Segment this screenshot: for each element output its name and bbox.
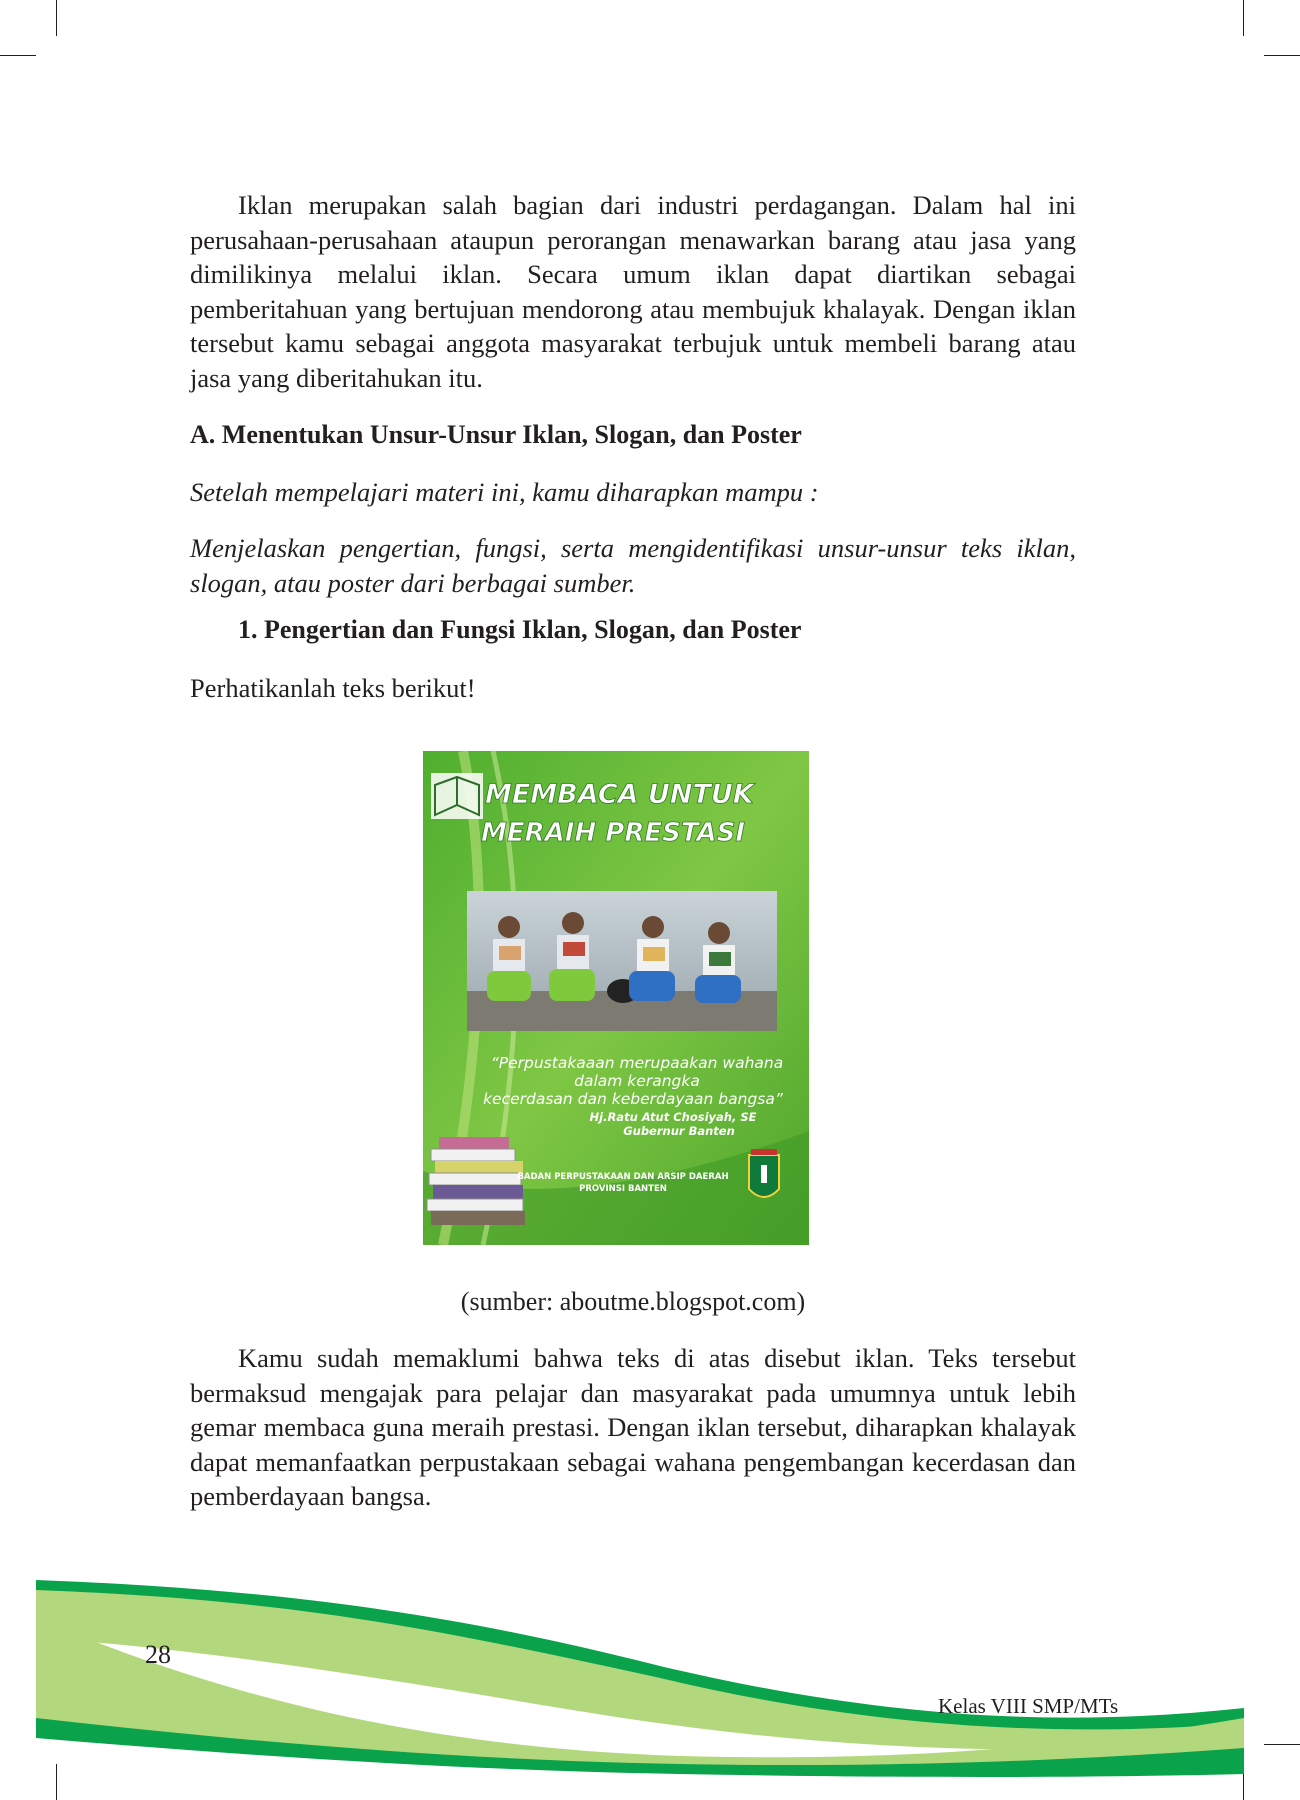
poster-title-line1: MEMBACA UNTUK [485, 779, 754, 810]
poster-org-line1: BADAN PERPUSTAKAAN DAN ARSIP DAERAH [517, 1172, 729, 1182]
intro-section [190, 188, 1076, 395]
poster-image [423, 751, 809, 1245]
objective-intro-block [190, 475, 1076, 510]
objective-intro: Setelah mempelajari materi ini, kamu diharapkan mampu : [190, 477, 819, 507]
poster-author-name: Hj.Ratu Atut Chosiyah, SE [589, 1110, 757, 1124]
subheading-block [190, 613, 1076, 648]
closing-paragraph: Kamu sudah memaklumi bahwa teks di atas disebut iklan. Teks tersebut bermaksud mengajak para pelajar dan masyarakat pada umumnya untuk lebih gemar membaca guna meraih prestasi. Dengan iklan tersebut, diharapkan khalayak dapat memanfaatkan perpustakaan sebagai wahana pengembangan kecerdasan dan pemberdayaan bangsa. [190, 1343, 1076, 1511]
objective-text: Menjelaskan pengertian, fungsi, serta mengidentifikasi unsur-unsur teks iklan, slogan, atau poster dari berbagai sumber. [190, 533, 1076, 598]
instruction-block [190, 671, 1076, 706]
page-number: 28 [145, 1640, 171, 1669]
image-caption: (sumber: aboutme.blogspot.com) [460, 1287, 806, 1316]
intro-paragraph: Iklan merupakan salah bagian dari industri perdagangan. Dalam hal ini perusahaan-perusahaan ataupun perorangan menawarkan barang atau jasa yang dimilikinya melalui iklan. Secara umum iklan dapat diartikan sebagai pemberitahuan yang bertujuan mendorong atau membujuk khalayak. Dengan iklan tersebut kamu sebagai anggota masyarakat terbujuk untuk membeli barang atau jasa yang diberitahukan itu. [190, 190, 1076, 393]
closing-section [190, 1341, 1076, 1514]
section-heading-block [190, 418, 1076, 453]
children-reading-photo [467, 891, 777, 1031]
objective-block [190, 531, 1076, 600]
poster-quote-line3: kecerdasan dan keberdayaan bangsa” [483, 1090, 783, 1108]
poster-quote-line1: “Perpustakaaan merupaakan wahana [490, 1054, 784, 1072]
section-heading: A. Menentukan Unsur-Unsur Iklan, Slogan, dan Poster [190, 420, 802, 449]
book-stack-icon [427, 1137, 525, 1225]
subheading: 1. Pengertian dan Fungsi Iklan, Slogan, dan Poster [238, 615, 802, 644]
library-logo-icon [431, 773, 483, 819]
crop-mark [56, 0, 57, 36]
instruction-text: Perhatikanlah teks berikut! [190, 673, 476, 703]
crop-mark [0, 55, 36, 56]
footer-wave [0, 1578, 1300, 1800]
poster-quote-line2: dalam kerangka [574, 1072, 700, 1090]
poster-illustration [423, 751, 809, 1245]
poster-author-title: Gubernur Banten [623, 1124, 735, 1138]
province-emblem-icon [749, 1149, 779, 1197]
crop-mark [1243, 0, 1244, 36]
poster-org-line2: PROVINSI BANTEN [579, 1184, 667, 1194]
poster-title-line2: MERAIH PRESTASI [481, 818, 746, 848]
book-label: Kelas VIII SMP/MTs [938, 1694, 1119, 1718]
crop-mark [1264, 55, 1300, 56]
